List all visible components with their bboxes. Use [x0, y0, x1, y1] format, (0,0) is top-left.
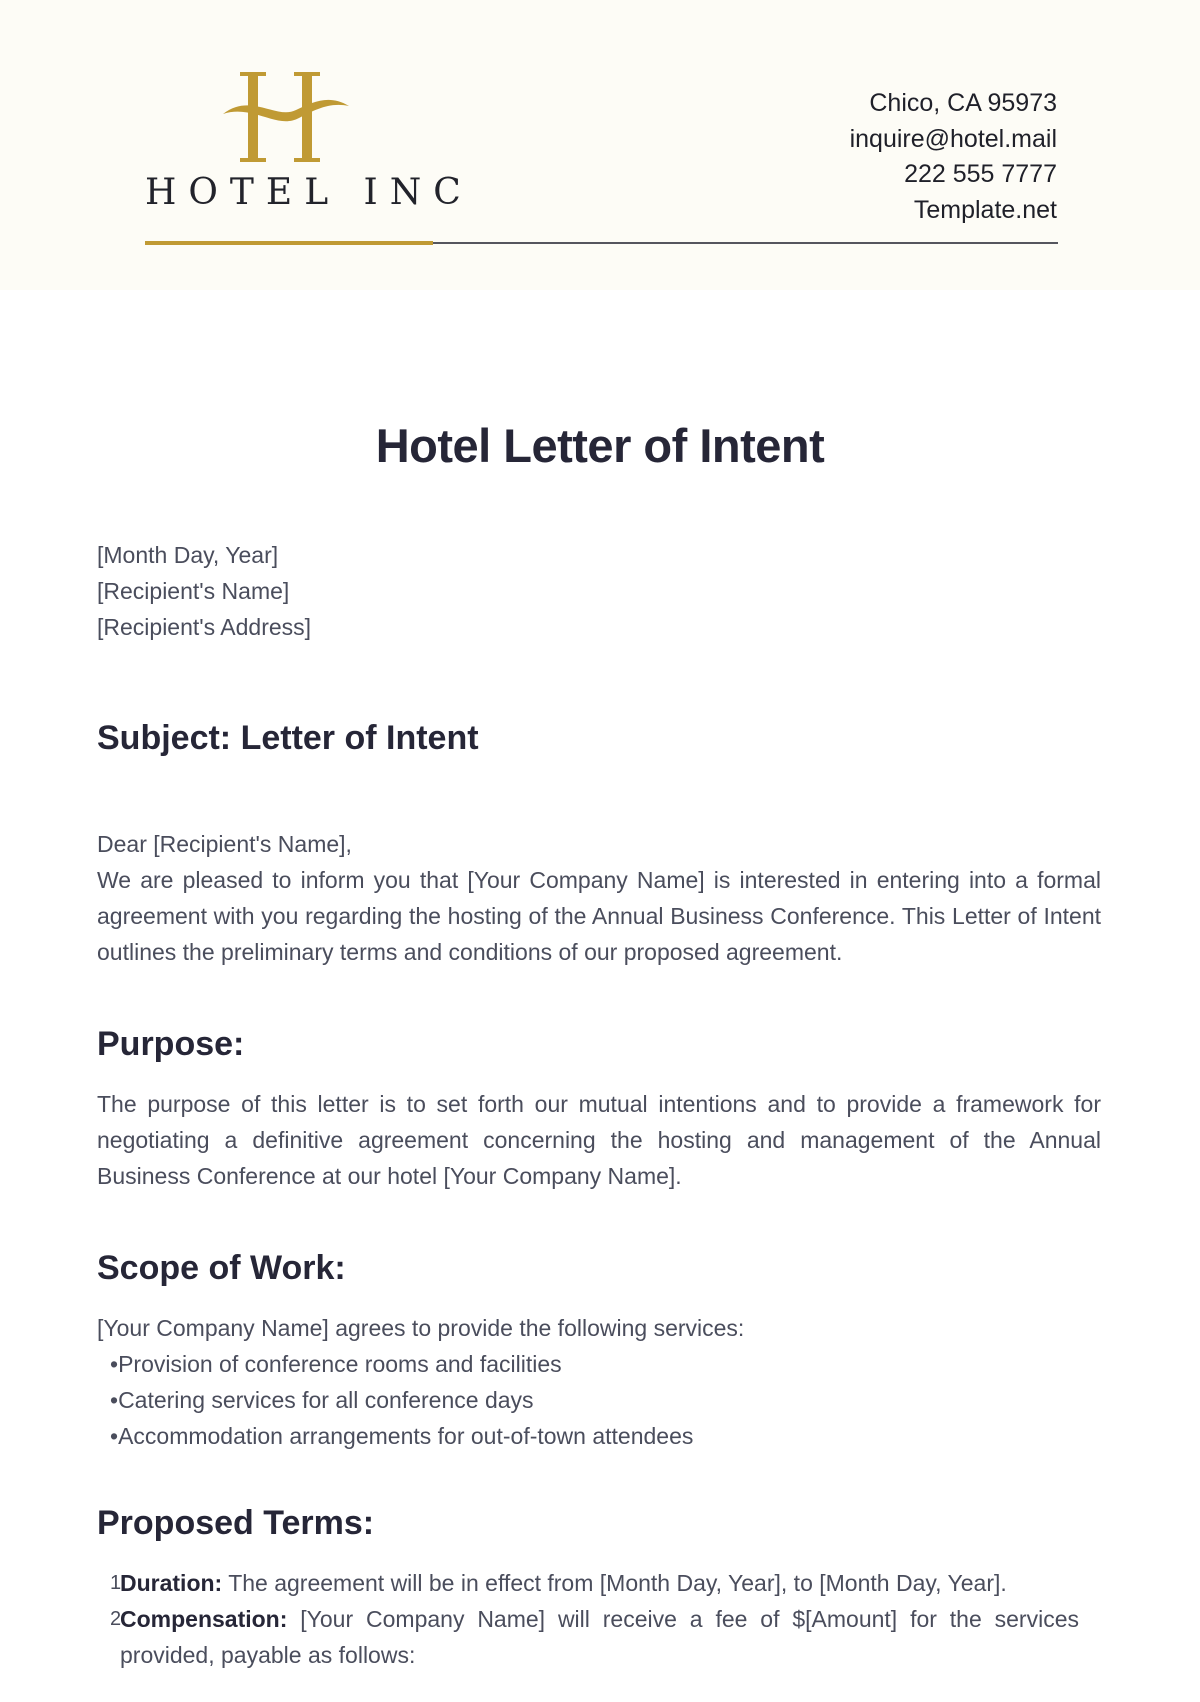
- term-label: Compensation:: [120, 1606, 288, 1632]
- term-text: [Your Company Name] will receive a fee of $[Amount] for the services provided, payable as follows:: [120, 1606, 1079, 1668]
- terms-heading: Proposed Terms:: [97, 1504, 375, 1542]
- letterhead: [0, 0, 1200, 290]
- scope-heading: Scope of Work:: [97, 1249, 346, 1287]
- contact-email[interactable]: inquire@hotel.mail: [849, 124, 1057, 153]
- recipient-address: [Recipient's Address]: [97, 614, 312, 640]
- list-item: [97, 1601, 1101, 1673]
- term-number: 2: [110, 1608, 122, 1630]
- term-label: Duration:: [120, 1570, 223, 1596]
- contact-phone[interactable]: 222 555 7777: [904, 160, 1057, 188]
- contact-block: [850, 86, 1057, 228]
- intro-paragraph: We are pleased to inform you that [Your Company Name] is interested in entering into a formal agreement with you regarding the hosting of the Annual Business Conference. This Letter of Intent outlines the preliminary terms and conditions of our proposed agreement.: [97, 867, 1101, 965]
- list-item: •Catering services for all conference days: [110, 1387, 534, 1413]
- document-title: Hotel Letter of Intent: [375, 419, 825, 472]
- purpose-heading: Purpose:: [97, 1025, 245, 1063]
- recipient-block: [97, 537, 1101, 645]
- term-number: 1: [110, 1572, 122, 1594]
- hotel-logo: [145, 68, 473, 218]
- purpose-paragraph: The purpose of this letter is to set forth our mutual intentions and to provide a framework for negotiating a definitive agreement concerning the hosting and management of the Annual Business Conference at our hotel [Your Company Name].: [97, 1091, 1101, 1189]
- letter-date: [Month Day, Year]: [97, 542, 279, 568]
- hotel-monogram-icon: [221, 72, 351, 168]
- subject-heading: Subject: Letter of Intent: [97, 719, 479, 757]
- scope-list: [97, 1346, 1101, 1454]
- scope-intro: [Your Company Name] agrees to provide the following services:: [97, 1315, 745, 1341]
- recipient-name: [Recipient's Name]: [97, 578, 290, 604]
- list-item: •Provision of conference rooms and facilities: [110, 1351, 562, 1377]
- list-item: •Accommodation arrangements for out-of-town attendees: [110, 1423, 694, 1449]
- letter-body: [97, 537, 1101, 1673]
- header-divider-accent: [145, 241, 433, 245]
- contact-address: Chico, CA 95973: [869, 89, 1057, 117]
- term-text: The agreement will be in effect from [Month Day, Year], to [Month Day, Year].: [222, 1570, 1007, 1596]
- brand-name: HOTEL INC: [145, 172, 473, 213]
- terms-list: [97, 1565, 1101, 1673]
- greeting: Dear [Recipient's Name],: [97, 831, 352, 857]
- list-item: [97, 1565, 1101, 1601]
- contact-website[interactable]: Template.net: [913, 195, 1057, 224]
